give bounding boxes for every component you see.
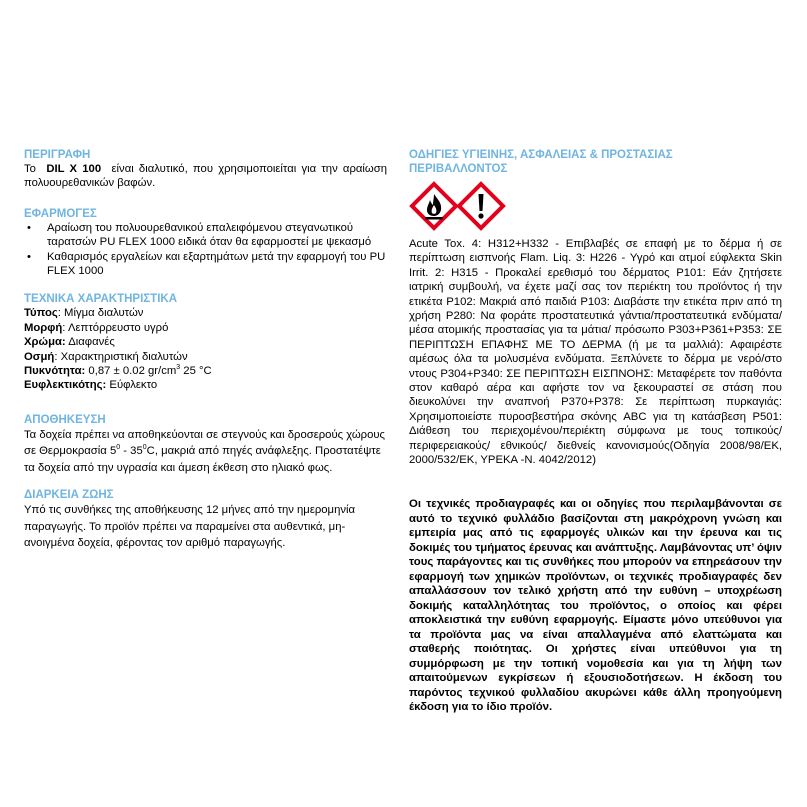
spec-sep: : — [62, 321, 68, 334]
description-text — [24, 162, 387, 191]
spec-label: Πυκνότητα: — [24, 365, 86, 378]
spec-label: Οσμή — [24, 350, 55, 363]
storage-text-b: - 35 — [120, 445, 143, 458]
spec-row-flammability — [24, 378, 387, 392]
spec-row-form — [24, 321, 387, 335]
description-body: είναι διαλυτικό, που χρησιμοποιείται για την αραίωση πολυουρεθανικών βαφών. — [24, 163, 387, 190]
applications-heading: ΕΦΑΡΜΟΓΕΣ — [24, 207, 97, 220]
spec-superscript: 3 — [176, 364, 181, 372]
storage-text — [24, 427, 387, 477]
description-prefix: Το — [24, 163, 36, 175]
disclaimer-text: Οι τεχνικές προδιαγραφές και οι οδηγίες που περιλαμβάνονται σε αυτό το τεχνικό φυλλάδιο βασίζονται στη μακρόχρονη γνώση και εμπειρία μας από τις εφαρμογές υλικών και την έρευνα και τις δοκιμές του τμήματος έρευνας και ανάπτυξης. Λαμβάνοντας υπ’ όψιν τους παράγοντες και τις συνθήκες που μπορούν να επηρεάσουν την εφαρμογή των χημικών προϊόντων, οι τεχνικές προδιαγραφές δεν απαλλάσσουν τον τελικό χρήστη από την ευθύνη – υποχρέωση δοκιμής καταλληλότητας του προϊόντος, ο οποίος και φέρει αποκλειστικά την ευθύνη εφαρμογής. Είμαστε μόνο υπεύθυνοι για τα προϊόντα μας να είναι απαλλαγμένα από ελαττώματα και σταθερής ποιότητας. Οι χρήστες είναι υπεύθυνοι για τη συμμόρφωση με την τοπική νομοθεσία και για τη λήψη των απαιτούμενων εγκρίσεων ή εξουσιοδοτήσεων. Η έκδοση του παρόντος τεχνικού φυλλαδίου ακυρώνει κάθε άλλη προηγούμενη έκδοση για το ίδιο προϊόν. — [409, 498, 782, 713]
safety-statements: Acute Tox. 4: H312+H332 - Επιβλαβές σε επαφή με το δέρμα ή σε περίπτωση εισπνοής Flam. Liq. 3: H226 - Υγρό και ατμοί εύφλεκτα Skin Irrit. 2: H315 - Προκαλεί ερεθισμό του δέρματος P101: Εάν ζητήσετε ιατρική συμβουλή, να έχετε μαζί σας τον περιέκτη του προϊόντος ή την ετικέτα P102: Μακριά από παιδιά P103: Διαβάστε την ετικέτα πριν από τη χρήση P280: Να φοράτε προστατευτικά γάντια/προστατευτικά ενδύματα/ μέσα ατομικής προστασίας για τα μάτια/ πρόσωπο P303+P361+P353: ΣΕ ΠΕΡΙΠΤΩΣΗ ΕΠΑΦΗΣ ΜΕ ΤΟ ΔΕΡΜΑ (ή με τα μαλλιά): Αφαιρέστε αμέσως όλα τα μολυσμένα ενδύματα. Ξεπλύνετε το δέρμα με νερό/στο ντους P304+P340: ΣΕ ΠΕΡΙΠΤΩΣΗ ΕΙΣΠΝΟΗΣ: Μεταφέρετε τον παθόντα στον καθαρό αέρα και αφήστε τον να ξεκουραστεί σε στάση που διευκολύνει την αναπνοή P370+P378: Σε περίπτωση πυρκαγιάς: Χρησιμοποιείστε πυροσβεστήρα σκόνης ABC για τη κατάσβεση P501: Διάθεση του περιεχομένου/περιέκτη σύμφωνα με τους τοπικούς/ περιφερειακούς/ εθνικούς/ διεθνείς κανονισμούς(Οδηγία 2008/98/ΕΚ, 2000/532/ΕΚ, ΥΡΕΚΑ -Ν. 4042/2012) — [409, 238, 782, 467]
spec-value: Διαφανές — [68, 336, 115, 349]
spec-sep: : — [57, 307, 65, 320]
left-column — [24, 148, 387, 564]
storage-heading: ΑΠΟΘΗΚΕΥΣΗ — [24, 413, 106, 426]
technical-heading: ΤΕΧΝΙΚΑ ΧΑΡΑΚΤΗΡΙΣΤΙΚΑ — [24, 293, 177, 306]
spec-label: Ευφλεκτικότης: — [24, 379, 107, 392]
shelf-life-heading: ΔΙΑΡΚΕΙΑ ΖΩΗΣ — [24, 489, 114, 502]
exclamation-mark-icon — [456, 181, 506, 231]
applications-list — [24, 221, 387, 279]
spec-value: Μίγμα διαλυτών — [64, 307, 144, 320]
spec-row-color — [24, 335, 387, 349]
spec-value: Χαρακτηριστική διαλυτών — [60, 350, 188, 363]
product-name: DIL X 100 — [46, 163, 102, 175]
applications-section — [24, 207, 387, 279]
shelf-life-section — [24, 488, 387, 552]
shelf-life-text: Υπό τις συνθήκες της αποθήκευσης 12 μήνες από την ημερομηνία παραγωγής. Το προϊόν πρέπει να παραμείνει στα αυθεντικά, μη-ανοιγμένα δοχεία, φέροντας τον αριθμό παραγωγής. — [24, 504, 356, 550]
list-item: • Καθαρισμός εργαλείων και εξαρτημάτων μετά την εφαρμογή του PU FLEX 1000 — [24, 250, 387, 279]
safety-heading-line1: ΟΔΗΓΙΕΣ ΥΓΙΕΙΝΗΣ, ΑΣΦΑΛΕΙΑΣ & ΠΡΟΣΤΑΣΙΑΣ — [409, 149, 673, 161]
storage-section — [24, 413, 387, 477]
flame-icon — [409, 181, 459, 231]
spec-value: 0,87 ± 0.02 gr/cm — [88, 365, 177, 378]
safety-heading-line2: ΠΕΡΙΒΑΛΛΟΝΤΟΣ — [409, 163, 508, 175]
spec-label: Τύπος — [24, 307, 58, 320]
degree-sup: 0 — [142, 444, 147, 452]
degree-sup: 0 — [116, 444, 121, 452]
right-column — [409, 148, 782, 468]
spec-suffix: 25 °C — [180, 365, 212, 378]
technical-section — [24, 292, 387, 392]
safety-heading — [409, 148, 782, 176]
storage-text-c: C, μακριά από πηγές ανάφλεξης. Προστατέψτε τα δοχεία από την υγρασία και άμεση έκθεση στο ηλιακό φως. — [24, 445, 381, 474]
spec-row-type — [24, 306, 387, 320]
description-section — [24, 148, 387, 191]
spec-row-odor — [24, 350, 387, 364]
spec-value: Λεπτόρρευστο υγρό — [67, 321, 169, 334]
spec-row-density — [24, 364, 387, 378]
spec-label: Χρώμα: — [24, 336, 66, 349]
spec-value: Εύφλεκτο — [109, 379, 158, 392]
storage-text-a: Τα δοχεία πρέπει να αποθηκεύονται σε στεγνούς και δροσερούς χώρους σε Θερμοκρασία 5 — [24, 428, 385, 458]
hazard-pictograms — [409, 181, 782, 231]
description-heading: ΠΕΡΙΓΡΑΦΗ — [24, 149, 91, 161]
spec-sep: : — [54, 350, 61, 363]
spec-label: Μορφή — [24, 321, 63, 334]
list-item: • Αραίωση του πολυουρεθανικού επαλειφόμενου στεγανωτικού ταρατσών PU FLEX 1000 ειδικά όταν θα εφαρμοστεί με ψεκασμό — [24, 221, 387, 250]
